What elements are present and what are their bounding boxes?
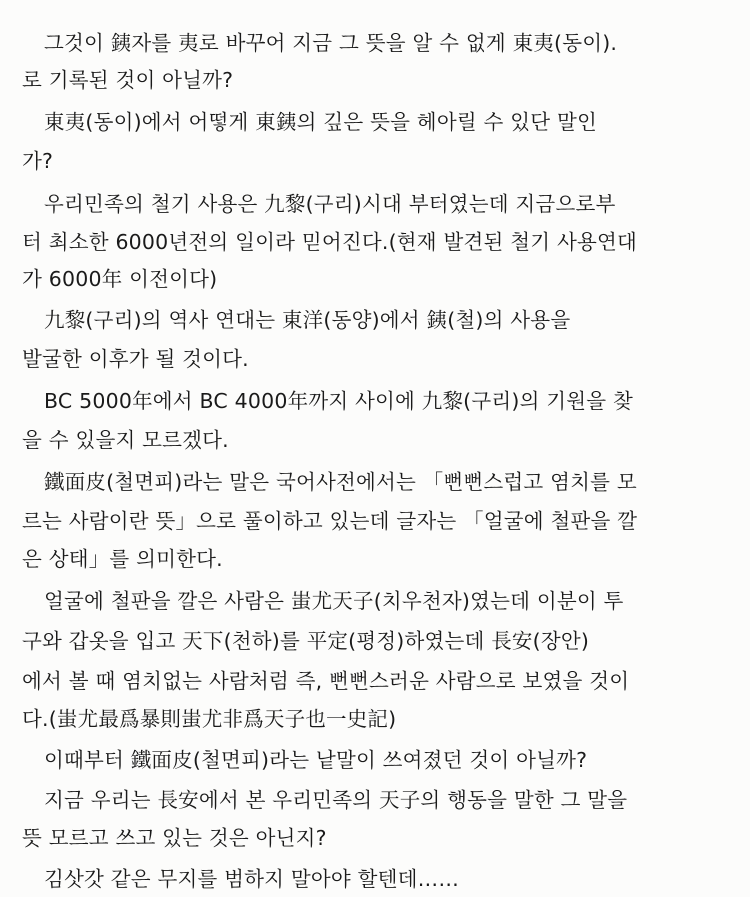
text-run: 얼굴에 철판을 깔은 사람은 蚩尤天子(치우천자)였는데 이분이 투 — [44, 589, 624, 613]
text-line — [0, 779, 750, 821]
text-line — [0, 660, 750, 702]
text-run: 구와 갑옷을 입고 天下(천하)를 平定(평정)하였는데 長安(장안) — [22, 629, 590, 653]
text-run: 九黎(구리)의 역사 연대는 東洋(동양)에서 銕(철)의 사용을 — [44, 308, 571, 332]
text-line — [0, 538, 750, 580]
text-run: 이때부터 鐵面皮(철면피)라는 낱말이 쓰여졌던 것이 아닐까? — [44, 748, 588, 772]
text-run: 鐵面皮(철면피)라는 말은 국어사전에서는 「뻔뻔스럽고 염치를 모 — [44, 470, 637, 494]
text-run: 뜻 모르고 쓰고 있는 것은 아닌지? — [22, 826, 327, 850]
text-line — [0, 620, 750, 662]
text-run: 가 6000年 이전이다) — [22, 267, 218, 291]
text-run: 발굴한 이후가 될 것이다. — [22, 347, 249, 371]
text-line — [0, 580, 750, 622]
text-run: 르는 사람이란 뜻」으로 풀이하고 있는데 글자는 「얼굴에 철판을 깔 — [22, 509, 638, 533]
text-run: 그것이 銕자를 夷로 바꾸어 지금 그 뜻을 알 수 없게 東夷(동이). — [44, 31, 618, 55]
text-line — [0, 419, 750, 461]
text-line — [0, 101, 750, 143]
text-line — [0, 500, 750, 542]
text-line — [0, 59, 750, 101]
text-line — [0, 258, 750, 300]
text-line — [0, 858, 750, 900]
text-line — [0, 22, 750, 64]
text-line — [0, 380, 750, 422]
text-run: 로 기록된 것이 아닐까? — [22, 68, 234, 92]
text-run: 터 최소한 6000년전의 일이라 믿어진다.(현재 발견된 철기 사용연대 — [22, 230, 637, 254]
text-line — [0, 338, 750, 380]
text-line — [0, 183, 750, 225]
text-run: 가? — [22, 149, 54, 173]
text-run: 東夷(동이)에서 어떻게 東銕의 깊은 뜻을 헤아릴 수 있단 말인 — [44, 110, 597, 134]
text-run: 우리민족의 철기 사용은 九黎(구리)시대 부터였는데 지금으로부 — [44, 192, 616, 216]
text-line — [0, 140, 750, 182]
text-run: 다.(蚩尤最爲暴則蚩尤非爲天子也一史記) — [22, 707, 397, 731]
text-run: 지금 우리는 長安에서 본 우리민족의 天子의 행동을 말한 그 말을 — [44, 788, 628, 812]
text-line — [0, 698, 750, 740]
text-run: 을 수 있을지 모르겠다. — [22, 428, 229, 452]
text-run: 김삿갓 같은 무지를 범하지 말아야 할텐데…… — [44, 867, 460, 891]
text-line — [0, 299, 750, 341]
text-line — [0, 817, 750, 859]
text-run: BC 5000年에서 BC 4000年까지 사이에 九黎(구리)의 기원을 찾 — [44, 389, 634, 413]
text-run: 은 상태」를 의미한다. — [22, 547, 223, 571]
text-line — [0, 739, 750, 781]
text-run: 에서 볼 때 염치없는 사람처럼 즉, 뻔뻔스러운 사람으로 보였을 것이 — [22, 669, 630, 693]
text-line — [0, 461, 750, 503]
text-line — [0, 221, 750, 263]
